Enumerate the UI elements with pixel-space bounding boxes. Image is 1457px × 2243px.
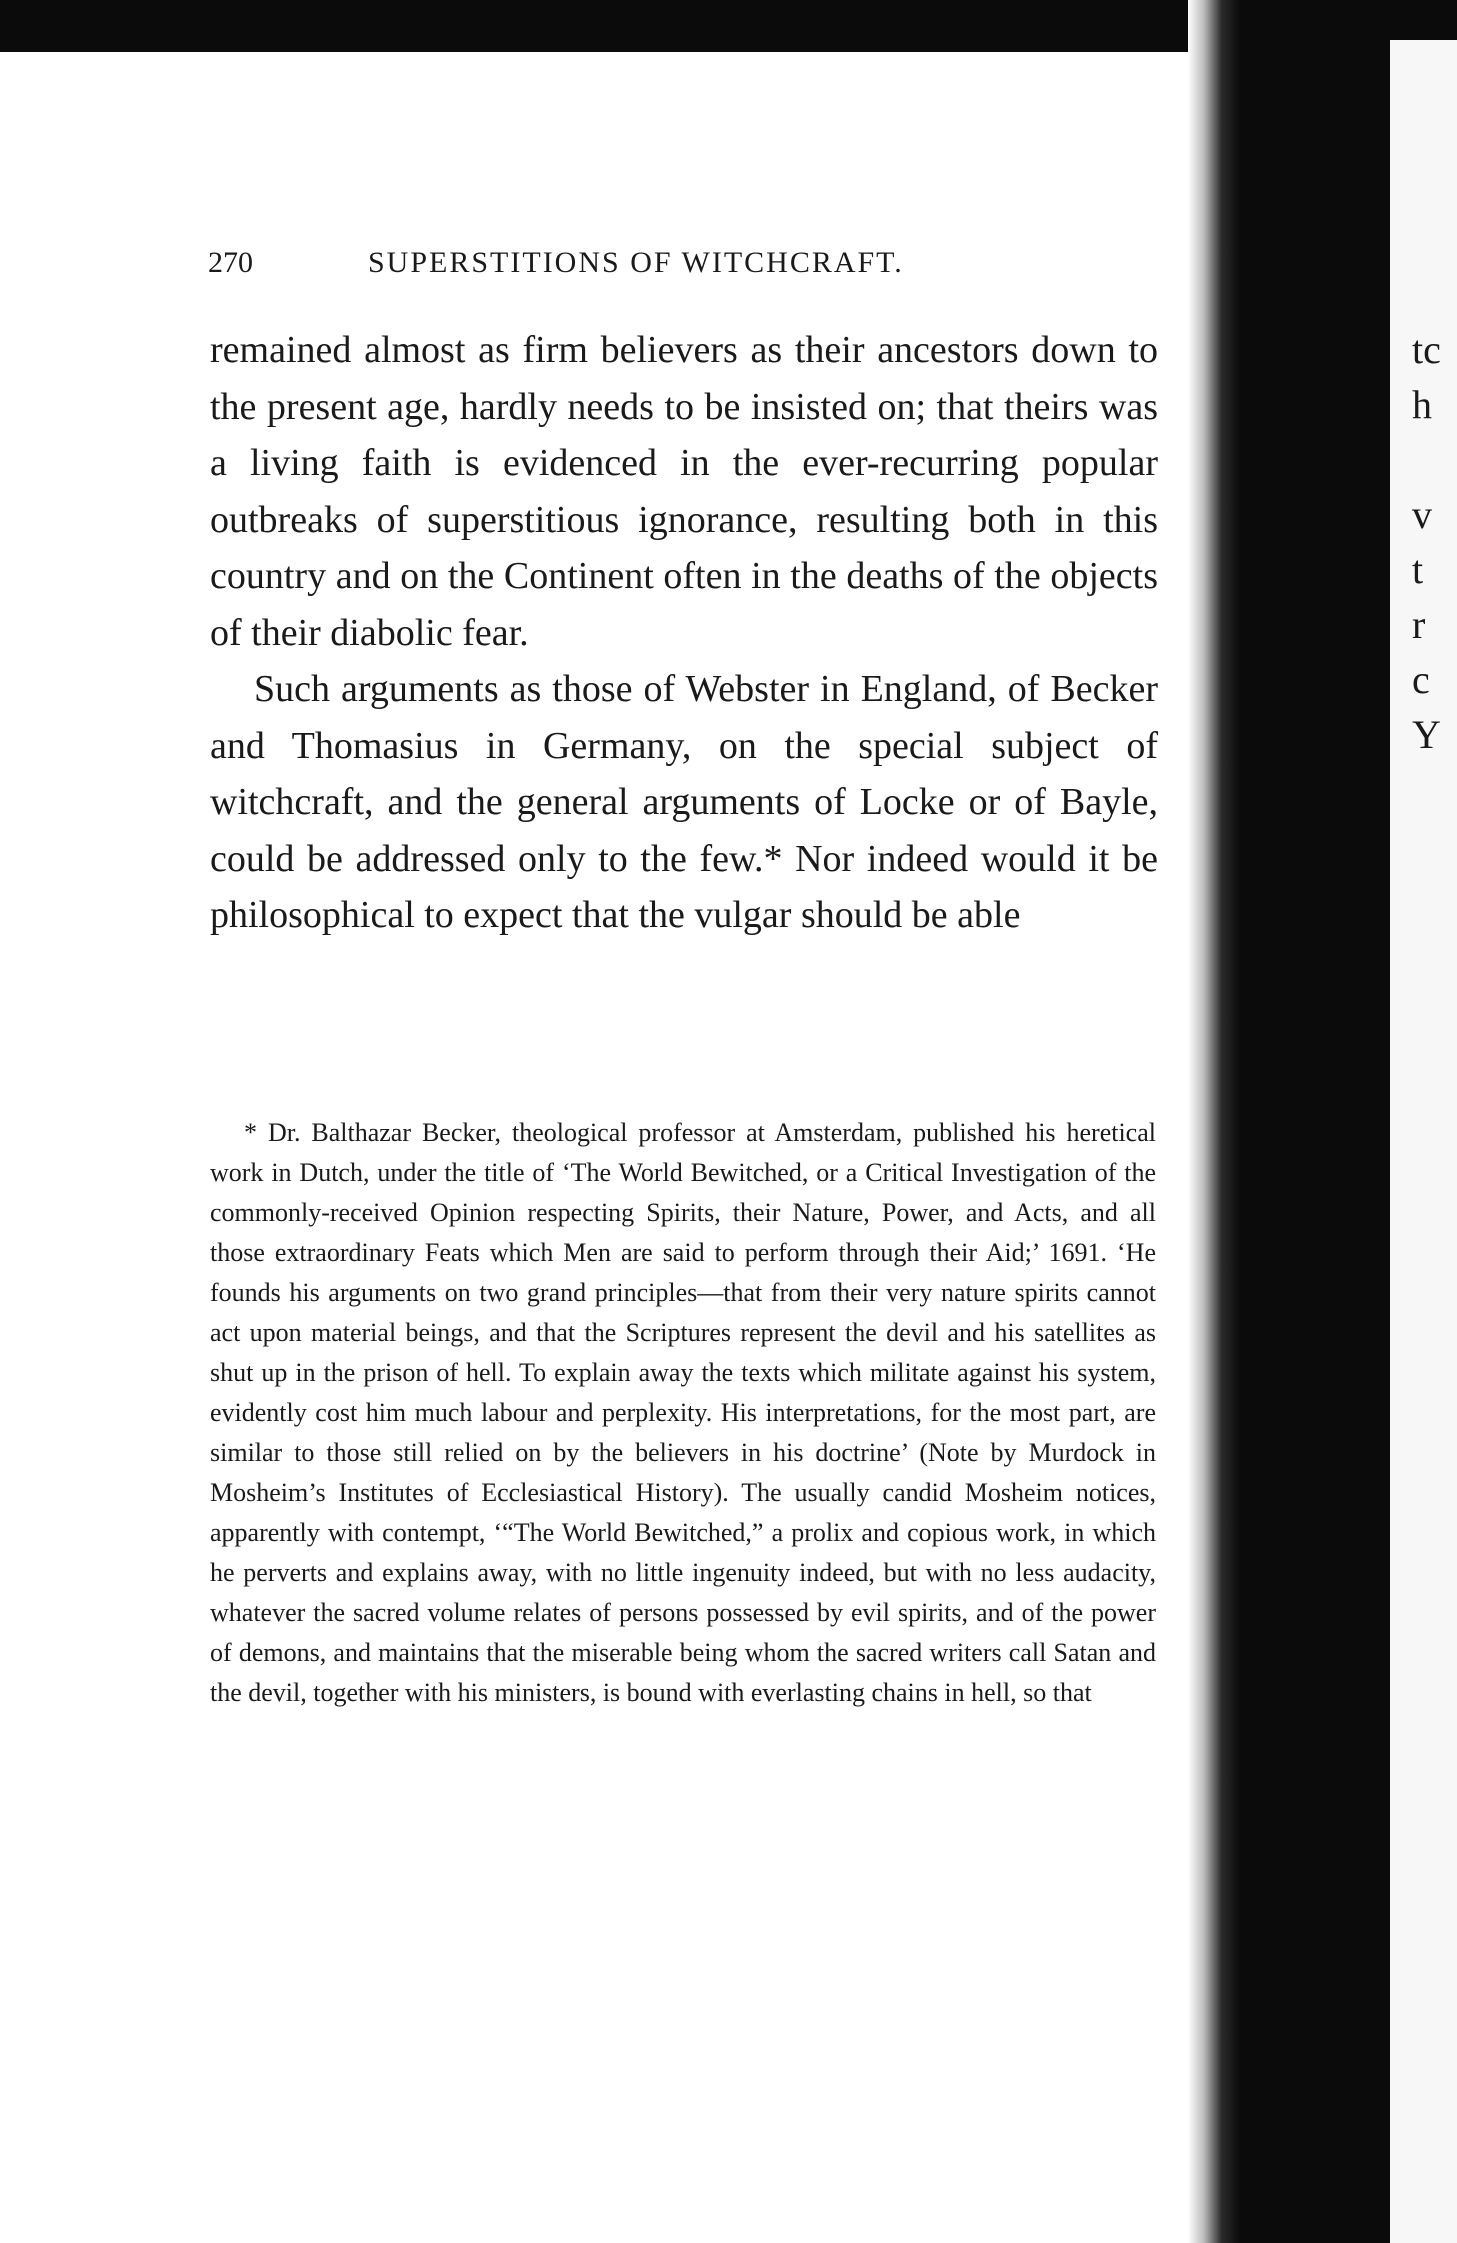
- facing-page-fragment: r: [1412, 602, 1426, 647]
- facing-page-fragment: v: [1412, 492, 1432, 537]
- facing-page-fragment: t: [1412, 547, 1424, 592]
- paragraph: Such arguments as those of Webster in England, of Becker and Thomasius in Germany, on the special subject of witchcraft, and the general arguments of Locke or of Bayle, could be addressed only to the few.* Nor indeed would it be philosophical to expect that the vulgar should be able: [210, 668, 1158, 936]
- running-head: SUPERSTITIONS OF WITCHCRAFT.: [368, 246, 904, 279]
- facing-page-edge: [1390, 40, 1457, 2243]
- book-page: [0, 52, 1188, 2243]
- book-gutter-shadow: [1188, 0, 1240, 2243]
- facing-page-fragment: h: [1412, 382, 1432, 427]
- book-gutter: [1240, 0, 1390, 2243]
- facing-page-fragment: c: [1412, 657, 1430, 702]
- page-number: 270: [208, 246, 253, 279]
- footnote: * Dr. Balthazar Becker, theological professor at Amsterdam, published his heretical work in Dutch, under the title of ‘The World Bewitched, or a Critical Investigation of the commonly-received Opinion respecting Spirits, their Nature, Power, and Acts, and all those extraordinary Feats which Men are said to perform through their Aid;’ 1691. ‘He founds his arguments on two grand principles—that from their very nature spirits cannot act upon material beings, and that the Scriptures represent the devil and his satellites as shut up in the prison of hell. To explain away the texts which militate against his system, evidently cost him much labour and perplexity. His interpretations, for the most part, are similar to those still relied on by the believers in his doctrine’ (Note by Murdock in Mosheim’s Institutes of Ecclesiastical History). The usually candid Mosheim notices, apparently with contempt, ‘“The World Bewitched,” a prolix and copious work, in which he perverts and explains away, with no little ingenuity indeed, but with no less audacity, whatever the sacred volume relates of persons possessed by evil spirits, and of the power of demons, and maintains that the miserable being whom the sacred writers call Satan and the devil, together with his ministers, is bound with everlasting chains in hell, so that: [210, 1118, 1156, 1707]
- body-text: [210, 322, 1158, 944]
- paragraph: remained almost as firm believers as their ancestors down to the present age, hardly needs to be insisted on; that theirs was a living faith is evidenced in the ever-recurring popular outbreaks of superstitious ignorance, resulting both in this country and on the Continent often in the deaths of the objects of their diabolic fear.: [210, 329, 1158, 654]
- facing-page-fragment: tc: [1412, 327, 1441, 372]
- facing-page-fragment: Y: [1412, 712, 1441, 757]
